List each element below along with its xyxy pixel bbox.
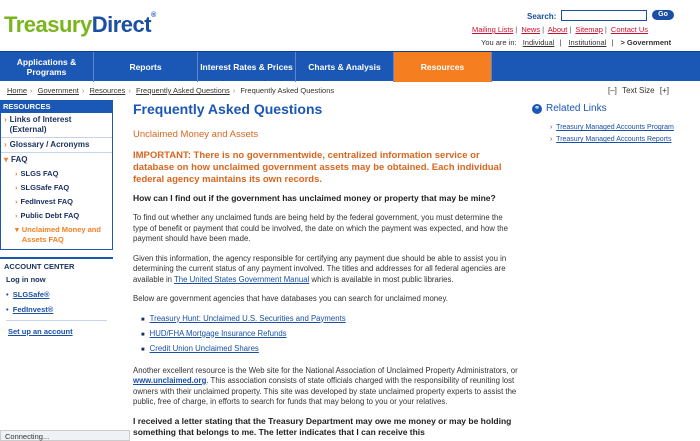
sidebar-header: RESOURCES [0,100,113,113]
contact-us-link[interactable]: Contact Us [610,25,649,34]
news-link[interactable]: News [521,25,541,34]
bullet-icon: ■ [141,346,145,353]
sidebar-subitem-slgsafe-faq[interactable] [1,181,112,195]
credit-union-shares-link[interactable]: Credit Union Unclaimed Shares [149,343,259,353]
section-title: Unclaimed Money and Assets [133,129,259,140]
breadcrumb-faq[interactable]: Frequently Asked Questions [135,86,230,95]
related-links-title: Related Links [546,103,607,114]
account-center-header: ACCOUNT CENTER [0,257,113,274]
sidebar-menu [0,113,113,250]
site-header [0,0,700,50]
expanded-icon: ▾ [15,225,19,234]
managed-accounts-program-link[interactable]: Treasury Managed Accounts Program [556,124,674,131]
breadcrumb-current: Frequently Asked Questions [240,86,335,95]
sidebar-item-glossary[interactable] [1,138,112,153]
list-item [141,327,518,342]
paragraph-text: . This association consists of state officials charged with the responsibility of reuniting lost owners with their unclaimed property. This site was developed by state unclaimed property experts to assist the public, free of charge, in efforts to search for funds that may belong to you or your relatives. [133,376,517,406]
main-nav [0,51,700,81]
related-links [532,103,697,146]
list-item [550,122,697,134]
agency-links-list [133,312,518,357]
sidebar-item-links-of-interest[interactable] [1,113,112,138]
nav-charts-analysis[interactable]: Charts & Analysis [296,52,394,82]
about-link[interactable]: About [547,25,568,34]
treasurydirect-logo[interactable] [4,12,156,38]
related-links-list [532,122,697,146]
text-size-increase[interactable]: [+] [659,86,669,95]
government-manual-link[interactable]: The United States Government Manual [174,274,310,284]
breadcrumb-home[interactable]: Home [7,86,28,95]
text-size-decrease[interactable]: [–] [608,86,617,95]
bullet-icon: ■ [141,316,145,323]
search-label: Search: [527,12,557,21]
paragraph-text: Another excellent resource is the Web site for the National Association of Unclaimed Property Administrators, or [133,365,518,375]
list-item [141,342,518,357]
sidebar-subitem-slgs-faq[interactable] [1,167,112,181]
bullet-icon: › [15,197,18,206]
login-now-label: Log in now [6,275,46,284]
arrow-icon: › [550,124,553,131]
breadcrumb: Home › Government › Resources › Frequently Asked Questions › Frequently Asked Questions [7,86,335,95]
audience-institutional-link[interactable]: Institutional [568,38,607,47]
setup-account-link[interactable]: Set up an account [8,327,73,336]
account-center [0,275,113,321]
audience-selector: You are in: Individual | Institutional | > Government [481,38,672,47]
bullet-icon: • [6,305,9,314]
faq-answer-paragraph-2 [133,254,518,286]
treasury-hunt-link[interactable]: Treasury Hunt: Unclaimed U.S. Securities and Payments [149,313,346,323]
faq-answer-paragraph-3: Below are government agencies that have databases you can search for unclaimed money. [133,294,448,303]
sidebar-subitem-label: Public Debt FAQ [20,211,80,220]
faq-question-2: I received a letter stating that the Treasury Department may owe me money or may be holding something that belongs to me. The letter indicates that I can receive this [133,415,512,437]
nav-applications-programs[interactable]: Applications & Programs [0,52,94,82]
page-title: Frequently Asked Questions [133,101,323,117]
sidebar-item-label: Glossary / Acronyms [9,140,90,149]
sidebar-subitem-label: SLGS FAQ [20,169,59,178]
list-item [550,134,697,146]
bullet-icon: • [6,290,9,299]
bullet-icon: ■ [141,331,145,338]
unclaimed-org-link[interactable]: www.unclaimed.org [133,376,207,385]
sidebar-item-label: Links of Interest (External) [9,115,72,134]
setup-account-item [0,327,113,336]
sidebar-item-faq[interactable] [1,153,112,167]
text-size-control [608,86,669,95]
browser-status-bar: Connecting... [0,430,130,441]
list-item [141,312,518,327]
bullet-icon: › [15,169,18,178]
bullet-icon: › [15,183,18,192]
fedinvest-login-link[interactable]: FedInvest® [12,305,54,314]
important-notice: IMPORTANT: There is no governmentwide, centralized information service or database on how unclaimed government assets may be obtained. Each individual federal agency maintains its own records. [133,150,502,185]
nav-resources[interactable]: Resources [394,52,492,82]
main-content [133,101,518,438]
sidebar [0,100,113,336]
sitemap-link[interactable]: Sitemap [575,25,603,34]
managed-accounts-reports-link[interactable]: Treasury Managed Accounts Reports [556,136,672,143]
breadcrumb-government[interactable]: Government [37,86,79,95]
nav-interest-rates-prices[interactable]: Interest Rates & Prices [198,52,296,82]
bullet-icon: › [4,140,7,149]
paragraph-text: which is available in most public libraries. [309,274,454,284]
slgsafe-login-item [6,290,107,299]
audience-individual-link[interactable]: Individual [522,38,555,47]
search-go-button[interactable]: Go [652,10,674,20]
sidebar-subitem-unclaimed-money-faq[interactable] [1,223,112,249]
link-icon: ⚭ [532,104,542,114]
faq-answer-paragraph-4 [133,366,518,408]
paragraph-text: Given this information, the agency responsible for certifying any payment due should be able to assist you in determining the current status of any payment involved. The titles and addresses for all federal agencies are available in [133,253,507,284]
you-are-in-label: You are in: [481,38,517,47]
sidebar-subitem-label: Unclaimed Money and Assets FAQ [21,225,101,244]
text-size-label: Text Size [622,86,655,95]
sidebar-item-label: FAQ [11,155,28,164]
breadcrumb-resources[interactable]: Resources [89,86,126,95]
sidebar-subitem-public-debt-faq[interactable] [1,209,112,223]
bullet-icon: › [4,115,7,124]
expanded-icon: ▾ [4,155,9,164]
slgsafe-login-link[interactable]: SLGSafe® [12,290,50,299]
divider [6,320,107,321]
logo-text-direct: Direct [91,12,152,37]
faq-answer-paragraph-1: To find out whether any unclaimed funds are being held by the federal government, you must determine the type of benefit or payment that could be involved, the date on which the payment was expected, and how the payment should have been made. [133,213,508,243]
bullet-icon: › [15,211,18,220]
sidebar-subitem-fedinvest-faq[interactable] [1,195,112,209]
logo-registered-mark: ® [151,12,156,19]
arrow-icon: › [550,136,553,143]
utility-links: Mailing Lists | News | About | Sitemap | Contact Us [472,25,649,34]
faq-question-1: How can I find out if the government has unclaimed money or property that may be mine? [133,193,496,203]
mailing-lists-link[interactable]: Mailing Lists [472,25,514,34]
nav-reports[interactable]: Reports [94,52,198,82]
sidebar-subitem-label: SLGSafe FAQ [20,183,70,192]
related-links-header [532,103,697,114]
search-input[interactable] [561,10,647,21]
logo-text-treasury: Treasury [4,12,92,37]
fedinvest-login-item [6,305,107,314]
hud-fha-refunds-link[interactable]: HUD/FHA Mortgage Insurance Refunds [149,328,287,338]
audience-government-current: > Government [620,38,672,47]
sidebar-subitem-label: FedInvest FAQ [20,197,74,206]
